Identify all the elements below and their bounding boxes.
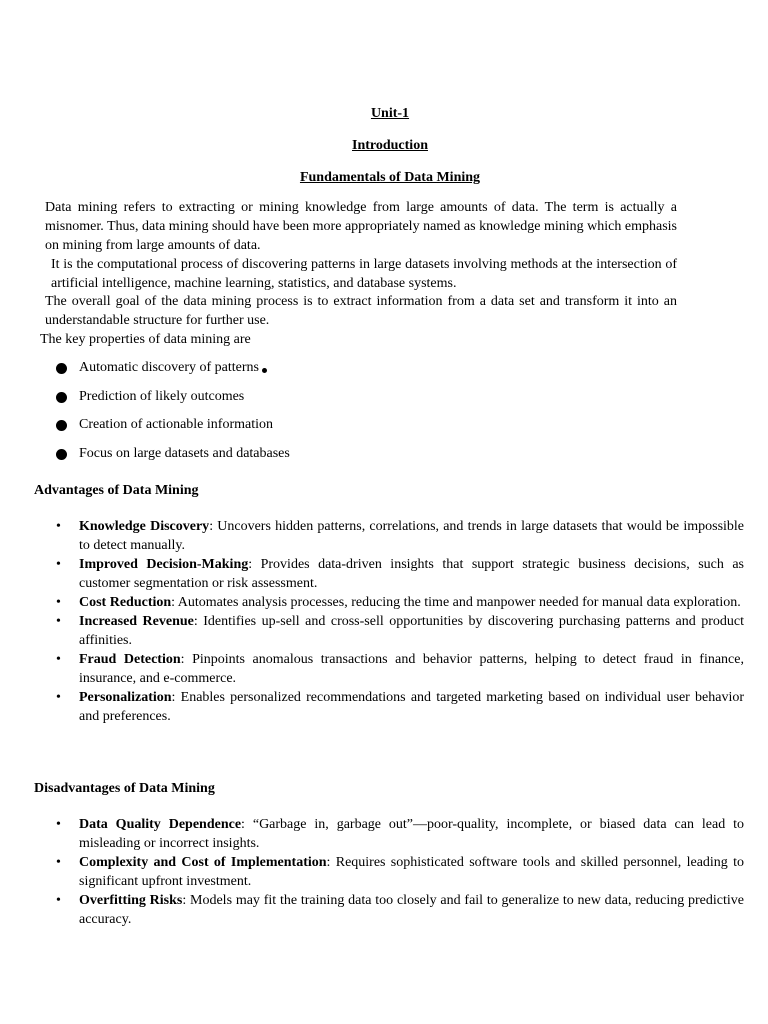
list-item-term: Data Quality Dependence (79, 817, 242, 832)
list-item-text: : Models may fit the training data too closely and fail to generalize to new data, reducing predictive accuracy. (79, 893, 744, 927)
key-properties-intro: The key properties of data mining are (40, 332, 251, 347)
list-item-term: Fraud Detection (79, 652, 181, 667)
advantages-heading: Advantages of Data Mining (34, 483, 199, 498)
introduction-heading: Introduction (352, 138, 428, 153)
intro-paragraph-3-text: The overall goal of the data mining process is to extract information from a data set and transform it into an understandable structure for further use. (45, 294, 677, 328)
bullet-icon: • (56, 893, 61, 908)
advantages-list (56, 517, 744, 726)
bullet-dot-icon (56, 363, 67, 374)
bullet-dot-icon (56, 420, 67, 431)
disadvantages-heading: Disadvantages of Data Mining (34, 781, 215, 796)
intro-paragraph-2-text: It is the computational process of discovering patterns in large datasets involving methods at the intersection of artificial intelligence, machine learning, statistics, and database systems. (51, 257, 677, 291)
list-item (56, 555, 744, 593)
intro-paragraph-1-text: Data mining refers to extracting or mining knowledge from large amounts of data. The term is actually a misnomer. Thus, data mining should have been more appropriately named as knowledge mining which emphasis on mining from large amounts of data. (45, 200, 677, 253)
list-item (56, 853, 744, 891)
list-item-term: Improved Decision-Making (79, 557, 249, 572)
fundamentals-heading: Fundamentals of Data Mining (299, 170, 481, 185)
bullet-icon: • (56, 855, 61, 870)
key-property-label: Creation of actionable information (79, 417, 273, 432)
list-item (56, 815, 744, 853)
bullet-icon: • (56, 817, 61, 832)
disadvantages-list (56, 815, 744, 929)
bullet-dot-icon (56, 392, 67, 403)
bullet-icon: • (56, 614, 61, 629)
intro-paragraph-1 (45, 198, 677, 255)
intro-paragraph-3 (45, 292, 677, 330)
bullet-icon: • (56, 595, 61, 610)
unit-heading: Unit-1 (370, 106, 410, 121)
bullet-icon: • (56, 652, 61, 667)
list-item (56, 650, 744, 688)
list-item (56, 688, 744, 726)
list-item-text: : Identifies up-sell and cross-sell opportunities by discovering purchasing patterns and product affinities. (79, 614, 744, 648)
list-item-term: Personalization (79, 690, 172, 705)
list-item-term: Overfitting Risks (79, 893, 183, 908)
list-item-text: : Enables personalized recommendations and targeted marketing based on individual user behavior and preferences. (79, 690, 744, 724)
bullet-dot-icon (56, 449, 67, 460)
list-item-text: : Provides data-driven insights that support strategic business decisions, such as customer segmentation or risk assessment. (79, 557, 744, 591)
key-property-label: Focus on large datasets and databases (79, 446, 290, 461)
bullet-icon: • (56, 519, 61, 534)
list-item-term: Knowledge Discovery (79, 519, 210, 534)
list-item-text: : Requires sophisticated software tools and skilled personnel, leading to significant upfront investment. (79, 855, 745, 889)
list-item-text: : Uncovers hidden patterns, correlations, and trends in large datasets that would be impossible to detect manually. (79, 519, 745, 553)
list-item-term: Cost Reduction (79, 595, 172, 610)
bullet-icon: • (56, 557, 61, 572)
list-item-text: : “Garbage in, garbage out”—poor-quality, incomplete, or biased data can lead to misleading or incorrect insights. (79, 817, 744, 851)
list-item (56, 891, 744, 929)
list-item-text: : Pinpoints anomalous transactions and behavior patterns, helping to detect fraud in finance, insurance, and e-commerce. (79, 652, 744, 686)
bullet-icon: • (56, 690, 61, 705)
intro-paragraph-2 (51, 255, 677, 293)
small-dot-icon (262, 368, 267, 373)
list-item (56, 612, 744, 650)
list-item-term: Increased Revenue (79, 614, 194, 629)
key-property-label: Automatic discovery of patterns (79, 360, 260, 375)
key-property-label: Prediction of likely outcomes (79, 389, 245, 404)
list-item-term: Complexity and Cost of Implementation (79, 855, 327, 870)
list-item-text: : Automates analysis processes, reducing the time and manpower needed for manual data exploration. (171, 595, 741, 610)
list-item (56, 593, 744, 612)
list-item (56, 517, 744, 555)
